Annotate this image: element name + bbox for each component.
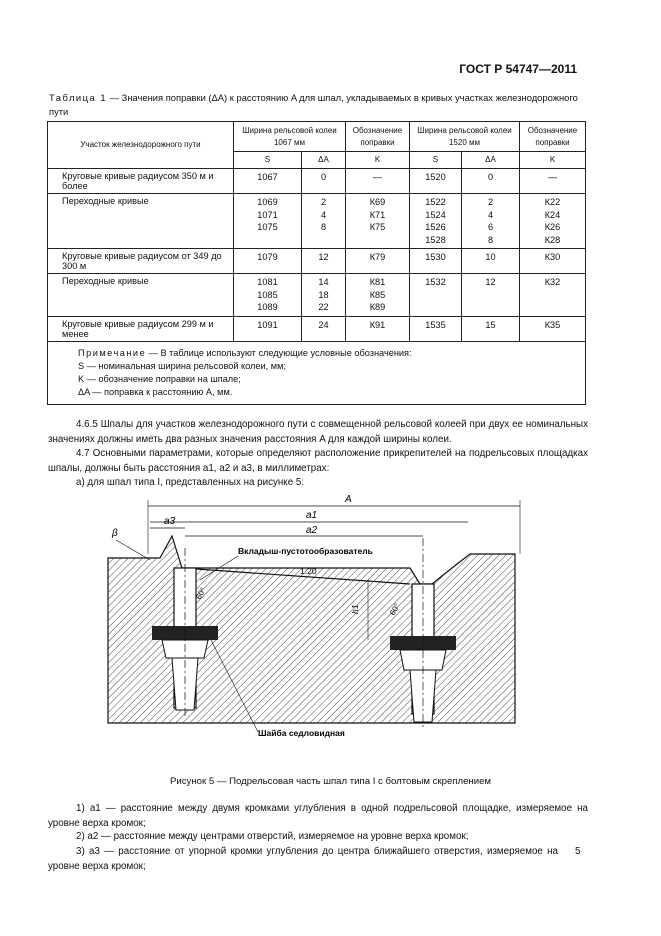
cell-value: К81 [369, 277, 386, 287]
table-row [48, 274, 586, 317]
header-da: ΔA [302, 152, 346, 169]
header-correction-2: Обозначение поправки [520, 122, 586, 152]
table-caption [49, 91, 589, 119]
cell-value: К89 [369, 302, 386, 312]
cell-s2 [410, 249, 462, 274]
note-intro: — В таблице используют следующие условные обозначения: [146, 347, 412, 358]
cell-a1 [302, 249, 346, 274]
cell-k1 [346, 249, 410, 274]
cell-a1 [302, 194, 346, 249]
cell-s2 [410, 274, 462, 317]
row-section-name: Переходные кривые [48, 194, 234, 249]
cell-value: К91 [369, 319, 386, 330]
cell-a2 [462, 249, 520, 274]
cell-value: 1530 [425, 252, 446, 262]
cell-value: 1091 [257, 319, 278, 330]
cell-a2 [462, 194, 520, 249]
cell-value: К35 [544, 319, 561, 330]
cell-value: 12 [318, 252, 329, 262]
cell-a1 [302, 316, 346, 341]
label-angle-left: 60° [193, 586, 208, 601]
header-da2: ΔA [462, 152, 520, 169]
label-A: A [345, 494, 352, 505]
table-row [48, 316, 586, 341]
cell-k2 [520, 169, 586, 194]
row-section-name: Переходные кривые [48, 274, 234, 317]
cell-value: 1526 [425, 222, 446, 232]
label-angle-right: 60° [387, 602, 402, 617]
cell-value: 14 [318, 277, 329, 287]
cell-value: 1081 [257, 277, 278, 287]
header-gauge-1067: Ширина рельсовой колеи 1067 мм [234, 122, 346, 152]
cell-k1 [346, 169, 410, 194]
label-h1: h1 [350, 604, 360, 614]
cell-value: 1520 [425, 172, 446, 182]
cell-value: 18 [318, 289, 329, 300]
note-line: K — обозначение поправки на шпале; [78, 373, 241, 384]
cell-value: — [372, 172, 383, 182]
cell-value: 1528 [425, 234, 446, 245]
cell-s1 [234, 274, 302, 317]
cell-value: 1522 [425, 197, 446, 207]
cell-value: 8 [320, 222, 327, 232]
page-number: 5 [575, 846, 581, 857]
cell-a2 [462, 316, 520, 341]
cell-value: 1069 [257, 197, 278, 207]
cell-value: К79 [369, 252, 386, 262]
cell-value: К71 [369, 209, 386, 220]
cell-value: 1071 [257, 209, 278, 220]
cell-value: 1075 [257, 222, 278, 232]
cell-k2 [520, 274, 586, 317]
correction-table [47, 121, 586, 405]
header-correction-1: Обозначение поправки [346, 122, 410, 152]
label-a2: a2 [306, 525, 318, 536]
cell-value: 1535 [425, 319, 446, 330]
header-gauge-1520: Ширина рельсовой колеи 1520 мм [410, 122, 520, 152]
list-item-1: 1) a1 — расстояние между двумя кромками углубления в одной подрельсовой площадке, измеряемое на уровне верха кромок; [48, 803, 588, 829]
cell-s2 [410, 194, 462, 249]
table-row [48, 169, 586, 194]
label-washer: Шайба седловидная [258, 728, 345, 738]
cell-k1 [346, 274, 410, 317]
cell-a1 [302, 169, 346, 194]
cell-value: 1089 [257, 302, 278, 312]
row-section-name: Круговые кривые радиусом от 349 до 300 м [48, 249, 234, 274]
cell-value: 0 [487, 172, 494, 182]
cell-a2 [462, 169, 520, 194]
cell-k2 [520, 316, 586, 341]
note-line: ΔA — поправка к расстоянию A, мм. [78, 386, 233, 397]
label-beta: β [112, 528, 118, 539]
cell-s1 [234, 194, 302, 249]
cell-k2 [520, 194, 586, 249]
cell-value: 1524 [425, 209, 446, 220]
cell-value: 8 [487, 234, 494, 245]
table-row [48, 249, 586, 274]
cell-s2 [410, 316, 462, 341]
cell-value: 22 [318, 302, 329, 312]
cell-value: К85 [369, 289, 386, 300]
table-caption-text: — Значения поправки (ΔA) к расстоянию A для шпал, укладываемых в кривых участках железнодорожного пути [49, 92, 578, 117]
paragraph-4-7: 4.7 Основными параметрами, которые определяют расположение прикрепителей на подрельсовых площадках шпалы, должны быть расстояния a1, a2 и a3, в миллиметрах: [48, 448, 588, 474]
cell-value: — [547, 172, 558, 182]
paragraph-a: а) для шпал типа I, представленных на рисунке 5: [76, 477, 305, 488]
table-caption-label: Таблица 1 [49, 92, 108, 103]
row-section-name: Круговые кривые радиусом 350 м и более [48, 169, 234, 194]
header-k2: K [520, 152, 586, 169]
header-section: Участок железнодорожного пути [48, 122, 234, 169]
cell-value: 15 [485, 319, 496, 330]
cell-value: 1079 [257, 252, 278, 262]
cell-value: 2 [320, 197, 327, 207]
note-line: S — номинальная ширина рельсовой колеи, мм; [78, 360, 286, 371]
cell-value: 12 [485, 277, 496, 287]
list-item-3: 3) a3 — расстояние от упорной кромки углубления до центра ближайшего отверстия, измеряемое на уровне верха кромок; [48, 846, 558, 872]
cell-value: 4 [487, 209, 494, 220]
cell-value: К69 [369, 197, 386, 207]
figure-5-drawing [0, 488, 661, 773]
cell-value: 2 [487, 197, 494, 207]
cell-value: 0 [320, 172, 327, 182]
cell-value: К26 [544, 222, 561, 232]
cell-value: К24 [544, 209, 561, 220]
cell-value: 1067 [257, 172, 278, 182]
cell-value: 10 [485, 252, 496, 262]
cell-value: 1085 [257, 289, 278, 300]
note-title: Примечание [78, 347, 147, 358]
cell-s2 [410, 169, 462, 194]
cell-value: 24 [318, 319, 329, 330]
cell-k1 [346, 194, 410, 249]
header-s2: S [410, 152, 462, 169]
header-k: K [346, 152, 410, 169]
cell-k1 [346, 316, 410, 341]
cell-k2 [520, 249, 586, 274]
list-item-2: 2) a2 — расстояние между центрами отверстий, измеряемое на уровне верха кромок; [76, 831, 469, 842]
paragraph-4-6-5: 4.6.5 Шпалы для участков железнодорожного пути с совмещенной рельсовой колеей при двух ее номинальных значениях должны иметь два разных значения расстояния A для каждой ширины колеи. [48, 419, 588, 445]
document-header: ГОСТ Р 54747—2011 [459, 62, 577, 76]
label-a3: a3 [164, 516, 176, 527]
cell-value: К75 [369, 222, 386, 232]
label-a1: a1 [306, 510, 318, 521]
cell-a2 [462, 274, 520, 317]
table-row [48, 194, 586, 249]
cell-a1 [302, 274, 346, 317]
header-s: S [234, 152, 302, 169]
cell-value: 1532 [425, 277, 446, 287]
label-slope: 1:20 [300, 566, 317, 576]
row-section-name: Круговые кривые радиусом 299 м и менее [48, 316, 234, 341]
cell-value: 6 [487, 222, 494, 232]
table-note [48, 341, 586, 404]
cell-value: К28 [544, 234, 561, 245]
figure-caption: Рисунок 5 — Подрельсовая часть шпал типа I с болтовым скреплением [170, 776, 491, 787]
cell-value: К30 [544, 252, 561, 262]
cell-s1 [234, 249, 302, 274]
cell-value: 4 [320, 209, 327, 220]
cell-value: К22 [544, 197, 561, 207]
cell-s1 [234, 316, 302, 341]
cell-s1 [234, 169, 302, 194]
cell-value: К32 [544, 277, 561, 287]
label-insert: Вкладыш-пустотообразователь [238, 546, 373, 556]
